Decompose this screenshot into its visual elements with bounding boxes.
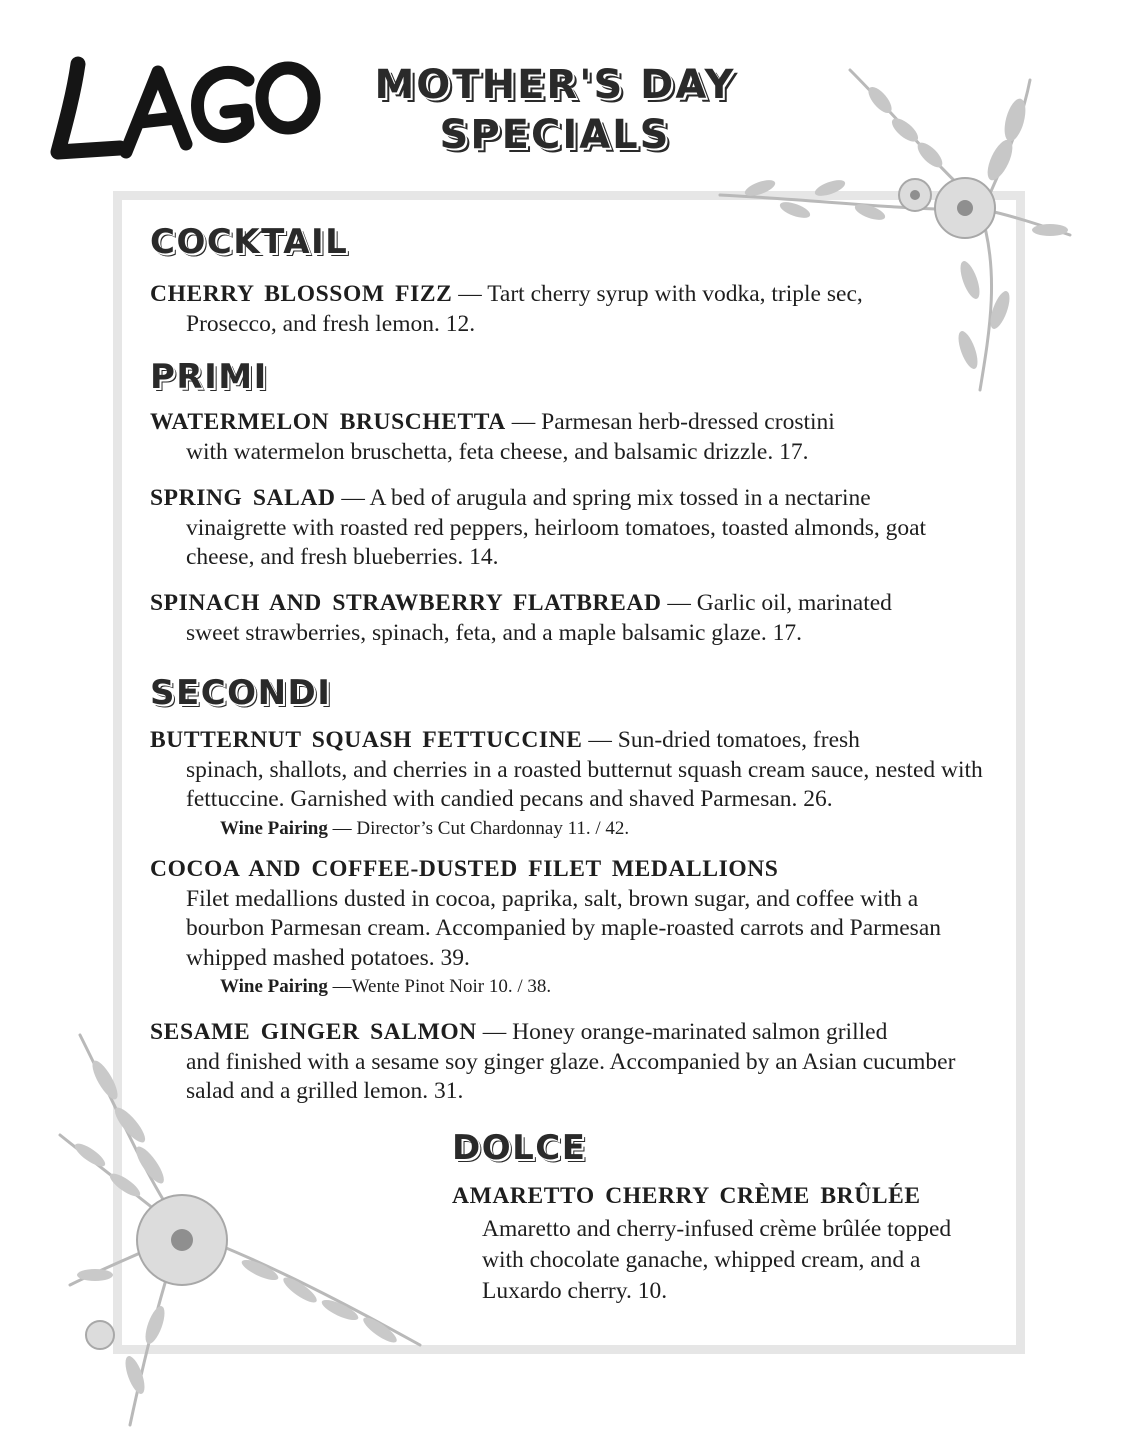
menu-item-watermelon-bruschetta xyxy=(150,408,990,467)
item-description-line1: Parmesan herb-dressed crostini xyxy=(541,409,835,435)
item-description-line1: Garlic oil, marinated xyxy=(696,590,892,616)
wine-pairing-label: Wine Pairing xyxy=(220,976,328,997)
wine-pairing-text: — Director’s Cut Chardonnay 11. / 42. xyxy=(327,818,630,839)
wine-pairing-label: Wine Pairing xyxy=(220,818,328,839)
item-description-line1: A bed of arugula and spring mix tossed in a nectarine xyxy=(369,485,871,511)
menu-item-butternut-squash-fettuccine xyxy=(150,726,990,815)
item-name: BUTTERNUT SQUASH FETTUCCINE xyxy=(150,727,583,753)
wine-pairing-fettuccine xyxy=(220,817,629,841)
menu-item-filet-medallions xyxy=(150,855,990,973)
item-dash: — xyxy=(452,281,488,307)
item-name: AMARETTO CHERRY CRÈME BRÛLÉE xyxy=(452,1183,921,1209)
title-line-2: SPECIALS xyxy=(439,112,671,158)
item-description: Amaretto and cherry-infused crème brûlée topped with chocolate ganache, whipped cream, and a Luxardo cherry. 10. xyxy=(482,1215,952,1304)
item-name: WATERMELON BRUSCHETTA xyxy=(150,409,506,435)
item-description: spinach, shallots, and cherries in a roasted butternut squash cream sauce, nested with fettuccine. Garnished with candied pecans and shaved Parmesan. 26. xyxy=(186,756,983,812)
item-dash: — xyxy=(505,409,542,435)
section-heading-cocktail: COCKTAIL xyxy=(150,222,349,262)
title-line-1: MOTHER'S DAY xyxy=(374,62,736,108)
menu-item-sesame-ginger-salmon xyxy=(150,1018,990,1107)
item-dash: — xyxy=(582,727,618,753)
item-name: CHERRY BLOSSOM FIZZ xyxy=(150,281,453,307)
item-description: Prosecco, and fresh lemon. 12. xyxy=(186,310,476,337)
menu-item-amaretto-creme-brulee xyxy=(452,1182,972,1307)
item-name: COCOA AND COFFEE-DUSTED FILET MEDALLIONS xyxy=(150,856,779,882)
item-description-line1: Sun-dried tomatoes, fresh xyxy=(617,727,860,753)
section-heading-dolce: DOLCE xyxy=(452,1128,587,1168)
section-heading-primi: PRIMI xyxy=(150,357,268,397)
item-description: sweet strawberries, spinach, feta, and a maple balsamic glaze. 17. xyxy=(186,619,802,646)
item-name: SPRING SALAD xyxy=(150,485,336,511)
wine-pairing-filet xyxy=(220,975,551,999)
item-dash: — xyxy=(335,485,370,511)
item-description-line1: Tart cherry syrup with vodka, triple sec, xyxy=(487,281,863,307)
wine-pairing-text: —Wente Pinot Noir 10. / 38. xyxy=(327,976,552,997)
section-heading-secondi: SECONDI xyxy=(150,673,332,713)
item-description: Filet medallions dusted in cocoa, paprika, salt, brown sugar, and coffee with a bourbon Parmesan cream. Accompanied by maple-roasted carrots and Parmesan whipped mashed potatoes. 39. xyxy=(186,885,941,971)
item-description: and finished with a sesame soy ginger glaze. Accompanied by an Asian cucumber salad and a grilled lemon. 31. xyxy=(186,1048,956,1104)
item-dash: — xyxy=(476,1019,513,1045)
item-description-line1: Honey orange-marinated salmon grilled xyxy=(512,1019,888,1045)
menu-item-cherry-blossom-fizz xyxy=(150,280,990,339)
item-name: SESAME GINGER SALMON xyxy=(150,1019,477,1045)
item-name: SPINACH AND STRAWBERRY FLATBREAD xyxy=(150,590,662,616)
menu-item-spring-salad xyxy=(150,484,990,573)
menu-item-spinach-strawberry-flatbread xyxy=(150,589,990,648)
item-dash: — xyxy=(661,590,697,616)
item-description: with watermelon bruschetta, feta cheese, and balsamic drizzle. 17. xyxy=(186,438,809,465)
item-description: vinaigrette with roasted red peppers, heirloom tomatoes, toasted almonds, goat cheese, and fresh blueberries. 14. xyxy=(186,514,927,570)
